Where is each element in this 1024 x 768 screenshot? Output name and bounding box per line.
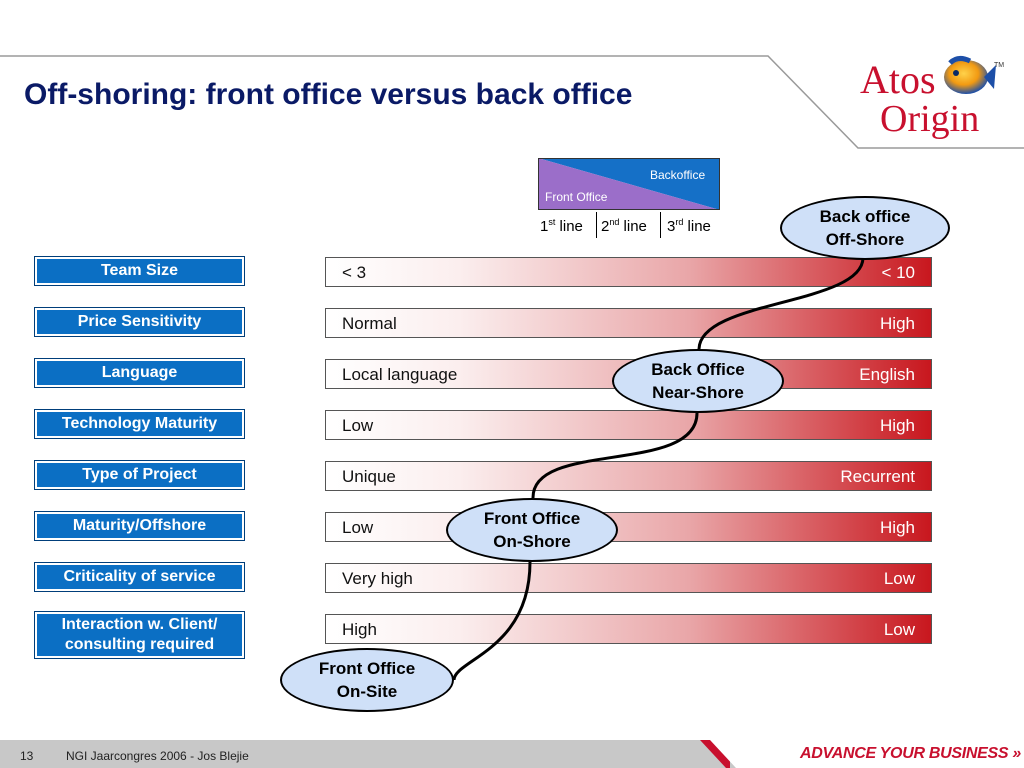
- scale-high-label: < 10: [881, 263, 915, 282]
- criterion-team-size: Team Size: [34, 256, 245, 286]
- legend-second-line: 2nd line: [601, 217, 647, 235]
- scale-high-label: Low: [883, 569, 915, 588]
- criterion-price-sensitivity: Price Sensitivity: [34, 307, 245, 337]
- scale-high-label: Recurrent: [840, 467, 915, 486]
- logo-word-atos: Atos: [860, 57, 936, 102]
- scale-high-label: High: [880, 518, 915, 537]
- criterion-label-line1: Interaction w. Client/: [61, 616, 218, 633]
- scale-low-label: High: [342, 620, 377, 639]
- footer-tagline: ADVANCE YOUR BUSINESS »: [800, 745, 1021, 762]
- scale-high-label: High: [880, 314, 915, 333]
- scale-high-label: Low: [883, 620, 915, 639]
- criterion-type-of-project: Type of Project: [34, 460, 245, 490]
- criterion-label-line2: consulting required: [64, 636, 215, 653]
- model-front-office-onsite: Front Office On-Site: [280, 648, 454, 712]
- logo-word-origin: Origin: [880, 98, 980, 140]
- criterion-language: Language: [34, 358, 245, 388]
- scale-low-label: Local language: [342, 365, 458, 384]
- scale-low-label: Low: [342, 416, 374, 435]
- legend-front-office-label: Front Office: [545, 190, 608, 204]
- criterion-maturity-offshore: Maturity/Offshore: [34, 511, 245, 541]
- scale-low-label: < 3: [342, 263, 367, 282]
- model-back-office-offshore: Back office Off-Shore: [780, 196, 950, 260]
- scale-low-label: Unique: [342, 467, 396, 486]
- page-title: Off-shoring: front office versus back office: [24, 78, 633, 111]
- legend-backoffice-label: Backoffice: [650, 168, 706, 182]
- legend-first-line: 1st line: [540, 217, 583, 235]
- legend-third-line: 3rd line: [667, 217, 711, 235]
- page-number: 13: [20, 749, 34, 763]
- scale-low-label: Low: [342, 518, 374, 537]
- model-front-office-onshore: Front Office On-Shore: [446, 498, 618, 562]
- scale-high-label: English: [859, 365, 915, 384]
- model-back-office-nearshore: Back Office Near-Shore: [612, 349, 784, 413]
- footer-text: NGI Jaarcongres 2006 - Jos Blejie: [66, 749, 249, 763]
- logo-trademark: TM: [994, 62, 1005, 69]
- scale-high-label: High: [880, 416, 915, 435]
- scale-low-label: Very high: [342, 569, 413, 588]
- scale-low-label: Normal: [342, 314, 397, 333]
- criterion-criticality-of-service: Criticality of service: [34, 562, 245, 592]
- criterion-technology-maturity: Technology Maturity: [34, 409, 245, 439]
